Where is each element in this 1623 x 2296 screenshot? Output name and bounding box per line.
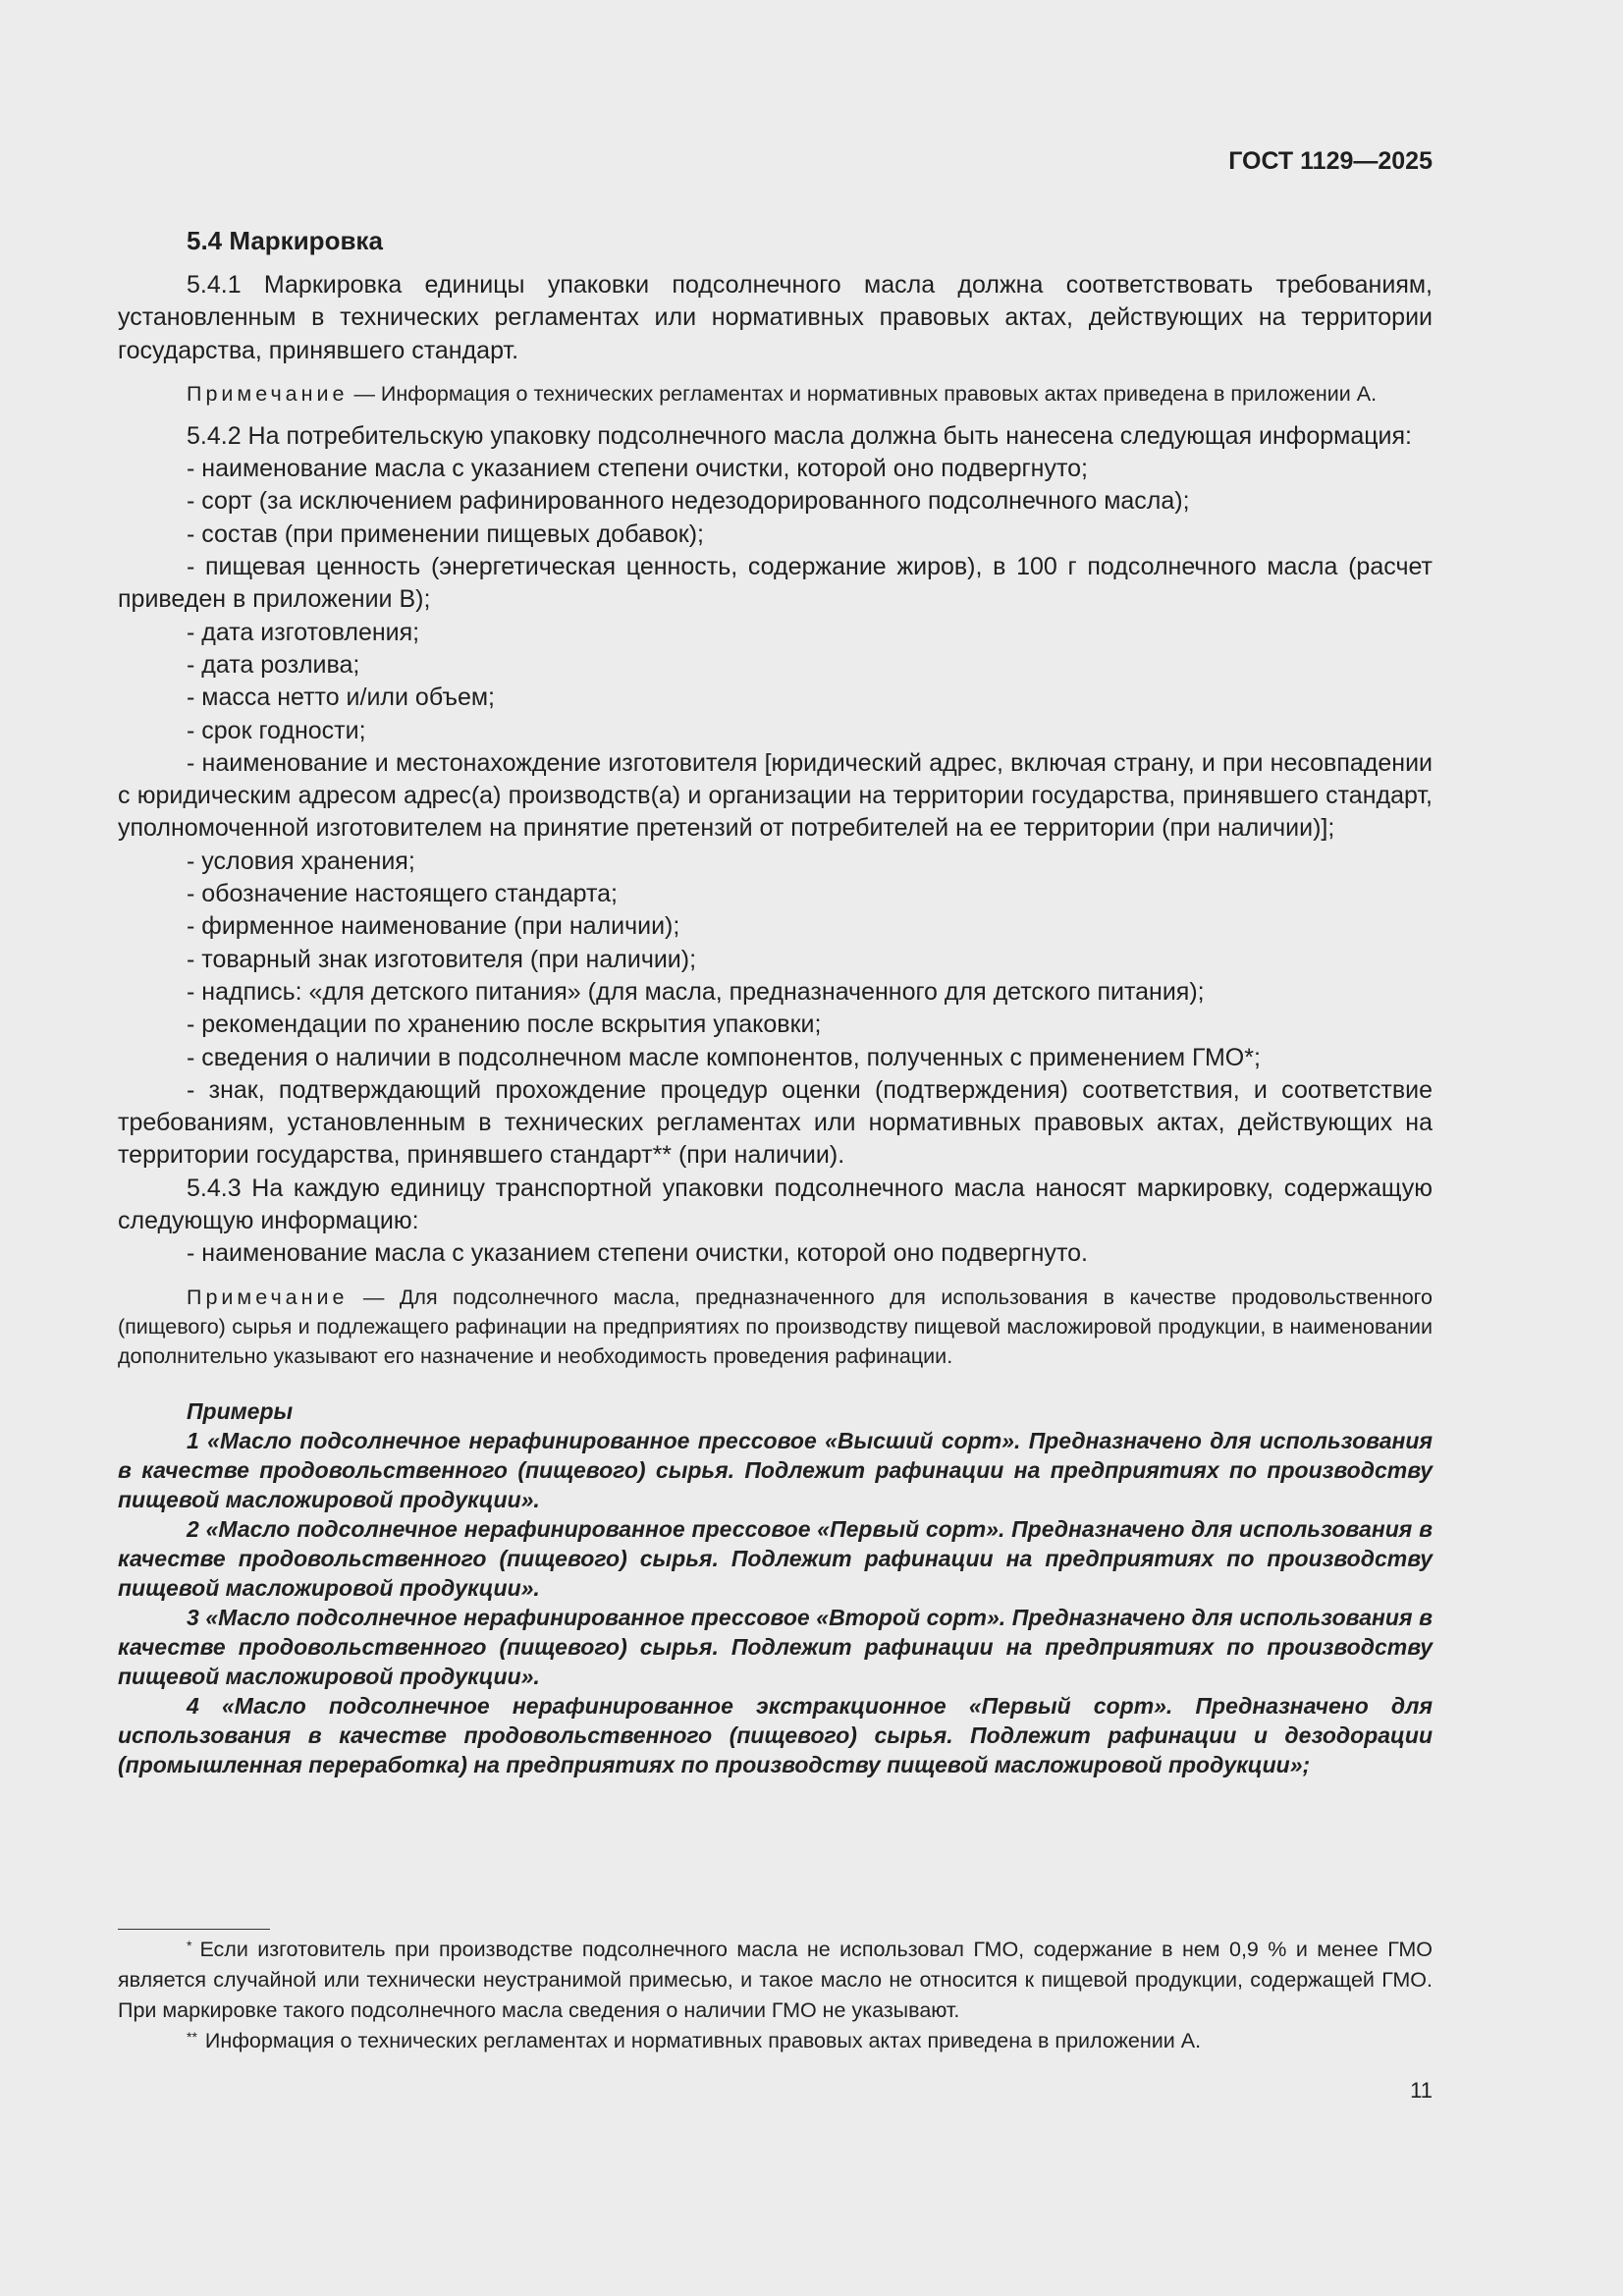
example-item: 4 «Масло подсолнечное нерафинированное экстракционное «Первый сорт». Предназначено для использования в качестве продовольственного (пищевого) сырья. Подлежит рафинации и дезодорации (промышленная переработка) на предприятиях по производству пищевой масложировой продукции»; [118, 1692, 1433, 1777]
note-1 [118, 379, 1433, 409]
list-item: - товарный знак изготовителя (при наличии); [187, 945, 697, 973]
list-item: - условия хранения; [187, 847, 415, 875]
list-item: - пищевая ценность (энергетическая ценность, содержание жиров), в 100 г подсолнечного масла (расчет приведен в приложении В); [118, 553, 1433, 614]
list-item: - масса нетто и/или объем; [187, 683, 495, 712]
footnote-mark: ** [187, 2029, 197, 2045]
list-item: - срок годности; [187, 716, 366, 744]
example-item: 3 «Масло подсолнечное нерафинированное прессовое «Второй сорт». Предназначено для использования в качестве продовольственного (пищевого) сырья. Подлежит рафинации на предприятиях по производству пищевой масложировой продукции». [118, 1604, 1433, 1689]
example-item: 2 «Масло подсолнечное нерафинированное прессовое «Первый сорт». Предназначено для использования в качестве продовольственного (пищевого) сырья. Подлежит рафинации на предприятиях по производству пищевой масложировой продукции». [118, 1515, 1433, 1601]
list-item: - сведения о наличии в подсолнечном масле компонентов, полученных с применением ГМО*; [187, 1043, 1261, 1071]
list-item: - рекомендации по хранению после вскрытия упаковки; [187, 1011, 822, 1039]
paragraph-5-4-2: 5.4.2 На потребительскую упаковку подсолнечного масла должна быть нанесена следующая информация: [187, 421, 1412, 450]
note-label: Примечание [187, 1285, 349, 1309]
note-2 [118, 1283, 1433, 1371]
footnote-text: Информация о технических регламентах и нормативных правовых актах приведена в приложении А. [204, 2029, 1202, 2052]
footnote-2 [118, 2026, 1433, 2056]
list-item: - обозначение настоящего стандарта; [187, 880, 618, 908]
page-header-standard: ГОСТ 1129—2025 [1228, 147, 1433, 175]
paragraph-5-4-3: 5.4.3 На каждую единицу транспортной упаковки подсолнечного масла наносят маркировку, содержащую следующую информацию: [118, 1174, 1433, 1235]
list-item: - фирменное наименование (при наличии); [187, 912, 680, 941]
list-item: - дата изготовления; [187, 618, 420, 646]
list-item: - состав (при применении пищевых добавок); [187, 519, 704, 548]
examples-title: Примеры [187, 1397, 294, 1424]
footnote-1 [118, 1935, 1433, 2026]
list-item: - наименование масла с указанием степени очистки, которой оно подвергнуто; [187, 455, 1089, 483]
list-item: - знак, подтверждающий прохождение процедур оценки (подтверждения) соответствия, и соответствие требованиям, установленным в технических регламентах или нормативных правовых актах, действующих на территории государства, принявшего стандарт** (при наличии). [118, 1075, 1433, 1170]
list-item: - наименование масла с указанием степени очистки, которой оно подвергнуто. [187, 1239, 1089, 1268]
page-number: 11 [1410, 2078, 1433, 2103]
note-text: — Информация о технических регламентах и нормативных правовых актах приведена в приложении А. [353, 381, 1378, 406]
footnote-separator [118, 1929, 270, 1930]
list-item: - надпись: «для детского питания» (для масла, предназначенного для детского питания); [187, 977, 1205, 1006]
list-5-4-2 [118, 453, 1433, 1173]
footnote-text: Если изготовитель при производстве подсолнечного масла не использовал ГМО, содержание в нем 0,9 % и менее ГМО является случайной или технически неустранимой примесью, и такое масло не относится к пищевой продукции, содержащей ГМО. При маркировке такого подсолнечного масла сведения о наличии ГМО не указывают. [118, 1938, 1433, 2022]
page-content [118, 224, 1433, 1779]
section-title: 5.4 Маркировка [187, 226, 383, 255]
example-item: 1 «Масло подсолнечное нерафинированное прессовое «Высший сорт». Предназначено для использования в качестве продовольственного (пищевого) сырья. Подлежит рафинации на предприятиях по производству пищевой масложировой продукции». [118, 1427, 1433, 1512]
list-item: - дата розлива; [187, 650, 360, 679]
footnote-mark: * [187, 1938, 192, 1953]
list-item: - наименование и местонахождение изготовителя [юридический адрес, включая страну, и при несовпадении с юридическим адресом адрес(а) производств(а) и организации на территории государства, принявшего стандарт, уполномоченной изготовителем на принятие претензий от потребителей на ее территории (при наличии)]; [118, 748, 1433, 843]
note-label: Примечание [187, 381, 349, 406]
note-text: — Для подсолнечного масла, предназначенного для использования в качестве продовольственного (пищевого) сырья и подлежащего рафинации на предприятиях по производству пищевой масложировой продукции, в наименовании дополнительно указывают его назначение и необходимость проведения рафинации. [118, 1285, 1433, 1368]
paragraph-5-4-1: 5.4.1 Маркировка единицы упаковки подсолнечного масла должна соответствовать требованиям, установленным в технических регламентах или нормативных правовых актах, действующих на территории государства, принявшего стандарт. [118, 271, 1433, 364]
footnotes [118, 1935, 1433, 2056]
list-item: - сорт (за исключением рафинированного недезодорированного подсолнечного масла); [187, 487, 1190, 516]
